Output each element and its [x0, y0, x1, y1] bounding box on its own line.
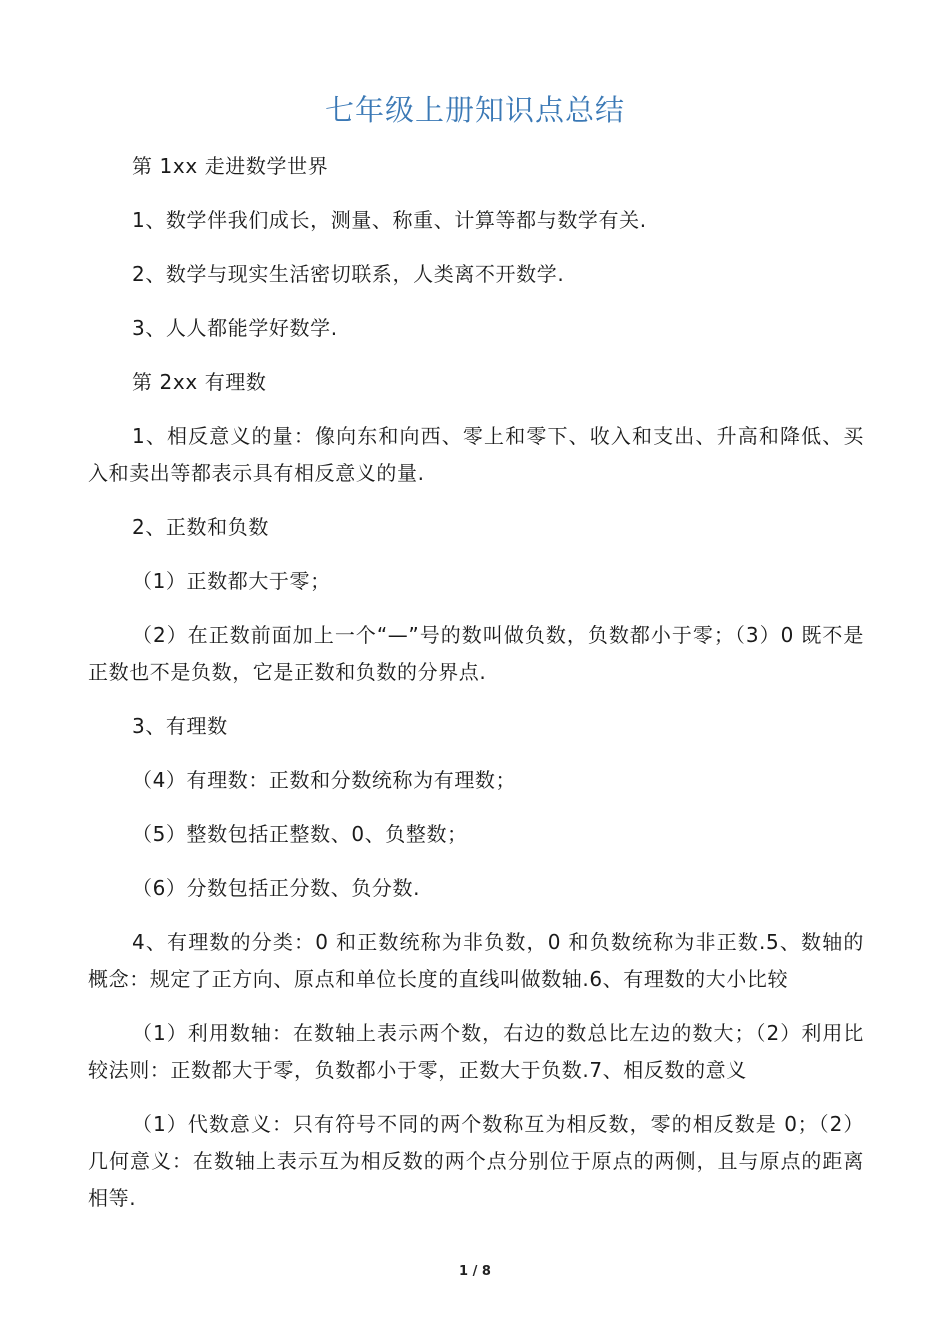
paragraph: （2）在正数前面加上一个“—”号的数叫做负数，负数都小于零；（3）0 既不是正数也不是负数，它是正数和负数的分界点.	[88, 623, 864, 684]
paragraph: （1）正数都大于零；	[132, 569, 331, 593]
paragraph: 1、数学伴我们成长，测量、称重、计算等都与数学有关.	[132, 208, 647, 232]
document-title: 七年级上册知识点总结	[324, 93, 625, 127]
paragraph: （1）利用数轴：在数轴上表示两个数，右边的数总比左边的数大；（2）利用比较法则：正数都大于零，负数都小于零，正数大于负数.7、相反数的意义	[88, 1021, 864, 1082]
paragraph: 3、人人都能学好数学.	[132, 316, 338, 340]
paragraph: 2、数学与现实生活密切联系，人类离不开数学.	[132, 262, 565, 286]
paragraph: 4、有理数的分类：0 和正数统称为非负数，0 和负数统称为非正数.5、数轴的概念：规定了正方向、原点和单位长度的直线叫做数轴.6、有理数的大小比较	[88, 930, 864, 991]
section-heading-1: 第 1xx 走进数学世界	[132, 154, 329, 178]
paragraph: （1）代数意义：只有符号不同的两个数称互为相反数，零的相反数是 0；（2）几何意义：在数轴上表示互为相反数的两个点分别位于原点的两侧，且与原点的距离相等.	[88, 1112, 864, 1210]
page-number: 1 / 8	[459, 1264, 491, 1279]
paragraph: （6）分数包括正分数、负分数.	[132, 876, 421, 900]
paragraph: 1、相反意义的量：像向东和向西、零上和零下、收入和支出、升高和降低、买入和卖出等都表示具有相反意义的量.	[88, 424, 864, 485]
paragraph: （4）有理数：正数和分数统称为有理数；	[132, 768, 517, 792]
paragraph: （5）整数包括正整数、0、负整数；	[132, 822, 468, 846]
section-heading-2: 第 2xx 有理数	[132, 370, 267, 394]
paragraph: 3、有理数	[132, 714, 228, 738]
paragraph: 2、正数和负数	[132, 515, 269, 539]
document-body	[88, 148, 864, 1234]
